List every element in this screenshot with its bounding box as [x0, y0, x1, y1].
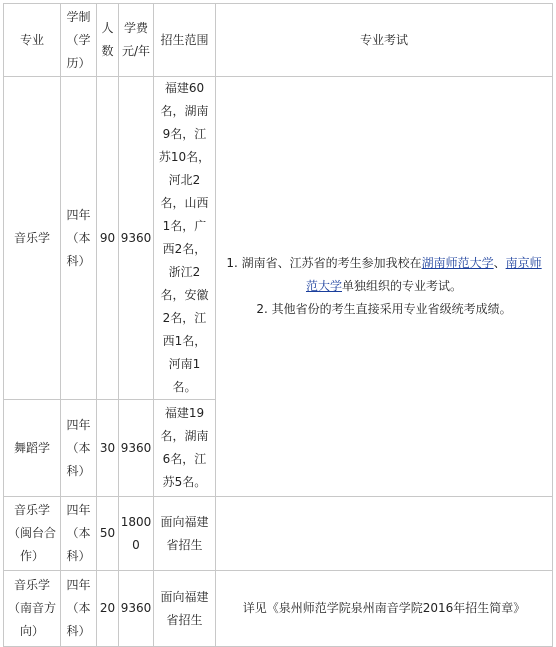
cell-exam-note: 详见《泉州师范学院泉州南音学院2016年招生简章》 [216, 571, 553, 647]
cell-major: 音乐学（闽台合作） [4, 497, 61, 571]
exam-note-line1: 1. 湖南省、江苏省的考生参加我校在湖南师范大学、南京师范大学单独组织的专业考试。 [226, 256, 542, 293]
header-scope: 招生范围 [154, 4, 216, 77]
cell-system: 四年（本科） [61, 497, 97, 571]
cell-fee: 9360 [119, 571, 154, 647]
cell-system: 四年（本科） [61, 77, 97, 400]
header-count: 人数 [97, 4, 119, 77]
cell-system: 四年（本科） [61, 571, 97, 647]
cell-scope: 福建60名，湖南9名，江苏10名，河北2名，山西1名，广西2名，浙江2名，安徽2名，江西1名，河南1名。 [154, 77, 216, 400]
cell-scope: 面向福建省招生 [154, 497, 216, 571]
cell-major: 音乐学 [4, 77, 61, 400]
header-system: 学制（学历） [61, 4, 97, 77]
admissions-table [3, 3, 553, 647]
cell-major: 音乐学（南音方向） [4, 571, 61, 647]
table-row [4, 77, 553, 400]
cell-count: 20 [97, 571, 119, 647]
cell-fee: 9360 [119, 77, 154, 400]
cell-count: 90 [97, 77, 119, 400]
cell-scope: 福建19名，湖南6名，江苏5名。 [154, 400, 216, 497]
cell-system: 四年（本科） [61, 400, 97, 497]
exam-note-line2: 2. 其他省份的考生直接采用专业省级统考成绩。 [256, 302, 512, 316]
cell-major: 舞蹈学 [4, 400, 61, 497]
nanjing-normal-university-link[interactable]: 南京师范大学 [305, 256, 542, 293]
cell-fee: 18000 [119, 497, 154, 571]
cell-scope: 面向福建省招生 [154, 571, 216, 647]
header-major: 专业 [4, 4, 61, 77]
header-exam: 专业考试 [216, 4, 553, 77]
exam-note-cell [216, 77, 553, 497]
cell-count: 30 [97, 400, 119, 497]
cell-fee: 9360 [119, 400, 154, 497]
cell-count: 50 [97, 497, 119, 571]
hunan-normal-university-link[interactable]: 湖南师范大学 [421, 256, 494, 270]
header-fee: 学费元/年 [119, 4, 154, 77]
table-header-row [4, 4, 553, 77]
table-row [4, 497, 553, 571]
cell-exam-empty [216, 497, 553, 571]
